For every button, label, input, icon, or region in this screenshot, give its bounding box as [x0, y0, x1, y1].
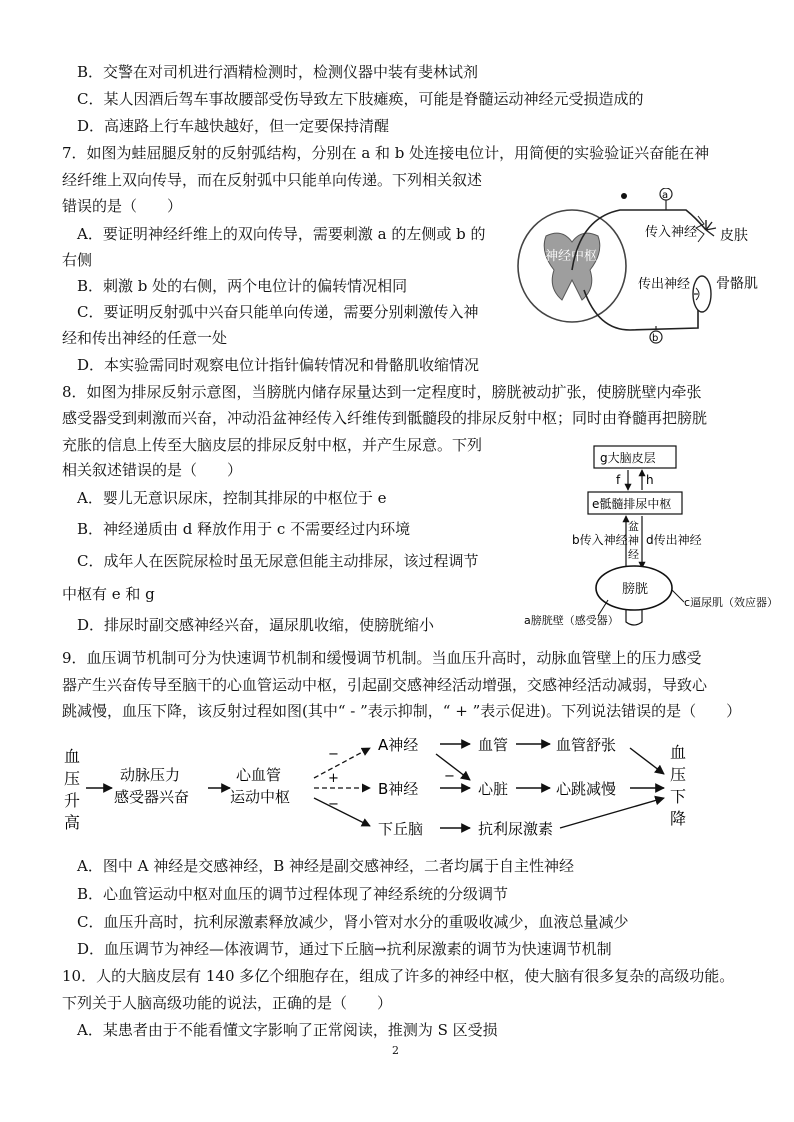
fig9-nerve-a: A神经 [378, 736, 419, 754]
q6-option-c: C．某人因酒后驾车事故腰部受伤导致左下肢瘫痪，可能是脊髓运动神经元受损造成的 [77, 90, 644, 108]
q8-option-c-cont: 中枢有 e 和 g [62, 585, 155, 603]
q9-stem-line2: 器产生兴奋传导至脑干的心血管运动中枢，引起副交感神经活动增强，交感神经活动减弱，导致心 [62, 676, 708, 694]
fig9-bp-high [64, 747, 85, 832]
urethra [626, 610, 642, 625]
fig9-slow: 心跳减慢 [556, 780, 617, 798]
q8-stem-line3: 充胀的信息上传至大脑皮层的排尿反射中枢，并产生尿意。下列 [62, 436, 483, 454]
q8-stem-line1: 8．如图为排尿反射示意图，当膀胱内储存尿量达到一定程度时，膀胱被动扩张，使膀胱壁内牵张 [62, 383, 702, 401]
bp-high-char-2: 压 [64, 769, 81, 788]
bp-low-char-2: 压 [670, 765, 687, 784]
q9-stem-line3: 跳减慢，血压下降，该反射过程如图(其中“ - ”表示抑制，“ + ”表示促进)。下列说法错误的是（ ） [62, 702, 742, 720]
q8-micturition-figure [524, 440, 780, 636]
bp-low-char-4: 降 [670, 809, 687, 828]
page-number: 2 [392, 1044, 399, 1057]
fig9-heart: 心脏 [478, 780, 509, 798]
q9-option-b: B．心血管运动中枢对血压的调节过程体现了神经系统的分级调节 [77, 885, 509, 903]
q9-stem-line1: 9．血压调节机制可分为快速调节机制和缓慢调节机制。当血压升高时，动脉血管壁上的压力感受 [62, 649, 702, 667]
skin-receptor [706, 220, 716, 236]
pelvic-char-1: 盆 [628, 520, 639, 533]
fig9-receptor-line1: 动脉压力 [120, 766, 181, 784]
fig9-cv-line2: 运动中枢 [230, 788, 291, 806]
bp-low-char-3: 下 [670, 787, 687, 806]
bp-low-char-1: 血 [670, 743, 687, 762]
fig8-afferent-label: b传入神经 [572, 533, 628, 547]
fig7-afferent-label: 传入神经 [645, 225, 698, 240]
q8-option-c: C．成年人在医院尿检时虽无尿意但能主动排尿，该过程调节 [77, 552, 479, 570]
fig7-efferent-label: 传出神经 [638, 277, 691, 292]
q9-option-a: A．图中 A 神经是交感神经，B 神经是副交感神经，二者均属于自主性神经 [77, 857, 574, 875]
fig8-bladder-label: 膀胱 [622, 582, 649, 597]
bp-high-char-3: 升 [64, 791, 81, 810]
fig9-plus-b: + [328, 771, 339, 786]
fig8-efferent-label: d传出神经 [646, 533, 702, 547]
q6-option-b: B．交警在对司机进行酒精检测时，检测仪器中装有斐林试剂 [77, 63, 479, 81]
q6-option-d: D．高速路上行车越快越好，但一定要保持清醒 [77, 117, 390, 135]
fig9-cv-line1: 心血管 [236, 766, 282, 784]
q7-option-b: B．刺激 b 处的右侧，两个电位计的偏转情况相同 [77, 277, 408, 295]
electrode-a-label: a [662, 190, 669, 201]
q10-stem-line1: 10．人的大脑皮层有 140 多亿个细胞存在，组成了许多的神经中枢，使大脑有很多复杂的高级功能。 [62, 967, 735, 985]
fig9-minus-heart: − [444, 769, 455, 784]
fig8-cortex-label: g大脑皮层 [600, 451, 656, 465]
fig9-dilation: 血管舒张 [556, 736, 617, 754]
q9-option-d: D．血压调节为神经—体液调节，通过下丘脑→抗利尿激素的调节为快速调节机制 [77, 940, 612, 958]
q7-option-c: C．要证明反射弧中兴奋只能单向传递，需要分别刺激传入神 [77, 303, 479, 321]
q7-stem-line3: 错误的是（ ） [62, 197, 183, 215]
q10-option-a: A．某患者由于不能看懂文字影响了正常阅读，推测为 S 区受损 [77, 1021, 498, 1039]
q10-stem-line2: 下列关于人脑高级功能的说法，正确的是（ ） [62, 994, 393, 1012]
bp-high-char-4: 高 [64, 813, 81, 832]
q8-option-a: A．婴儿无意识尿床，控制其排尿的中枢位于 e [77, 489, 387, 507]
q9-bp-flowchart [60, 728, 740, 850]
fig9-receptor-line2: 感受器兴奋 [114, 788, 190, 806]
fig8-wall-label: a膀胱壁（感受器） [524, 614, 619, 627]
fig9-nerve-b: B神经 [378, 780, 419, 798]
q8-option-d: D．排尿时副交感神经兴奋，逼尿肌收缩，使膀胱缩小 [77, 616, 435, 634]
q7-stem-line1: 7．如图为蛙屈腿反射的反射弧结构，分别在 a 和 b 处连接电位计，用简便的实验验证兴奋能在神 [62, 144, 710, 162]
fig9-minus-a: − [328, 747, 339, 762]
fig9-minus-hypo: − [328, 797, 339, 812]
q7-option-c-cont: 经和传出神经的任意一处 [62, 329, 228, 347]
ganglion [621, 193, 627, 199]
bp-high-char-1: 血 [64, 747, 81, 766]
q7-stem-line2: 经纤维上双向传导，而在反射弧中只能单向传递。下列相关叙述 [62, 171, 483, 189]
fig8-f-label: f [616, 473, 621, 487]
electrode-b-label: b [652, 333, 659, 344]
fig8-center-label: e骶髓排尿中枢 [592, 497, 672, 511]
fig7-center-label: 神经中枢 [545, 249, 598, 264]
fig8-pelvic-label [628, 520, 643, 561]
fig9-adh: 抗利尿激素 [478, 820, 554, 838]
q7-reflex-arc-figure [510, 188, 780, 350]
pelvic-char-2: 神 [628, 534, 639, 547]
q9-option-c: C．血压升高时，抗利尿激素释放减少，肾小管对水分的重吸收减少，血液总量减少 [77, 913, 629, 931]
fig8-h-label: h [646, 473, 654, 487]
fig8-detrusor-label: c逼尿肌（效应器） [684, 596, 779, 609]
pelvic-char-3: 经 [628, 548, 639, 561]
fig9-bp-low [670, 743, 691, 828]
q8-stem-line4: 相关叙述错误的是（ ） [62, 461, 243, 479]
fig7-skin-label: 皮肤 [720, 228, 748, 244]
q7-option-d: D．本实验需同时观察电位计指针偏转情况和骨骼肌收缩情况 [77, 356, 480, 374]
q8-stem-line2: 感受器受到刺激而兴奋，冲动沿盆神经传入纤维传到骶髓段的排尿反射中枢；同时由脊髓再把膀胱 [62, 409, 708, 427]
fig9-hypothalamus: 下丘脑 [378, 820, 424, 838]
fig7-muscle-label: 骨骼肌 [716, 276, 758, 292]
q7-option-a: A．要证明神经纤维上的双向传导，需要刺激 a 的左侧或 b 的 [77, 225, 486, 243]
q7-option-a-cont: 右侧 [62, 251, 93, 269]
fig9-vessel: 血管 [478, 736, 509, 754]
q8-option-b: B．神经递质由 d 释放作用于 c 不需要经过内环境 [77, 520, 411, 538]
